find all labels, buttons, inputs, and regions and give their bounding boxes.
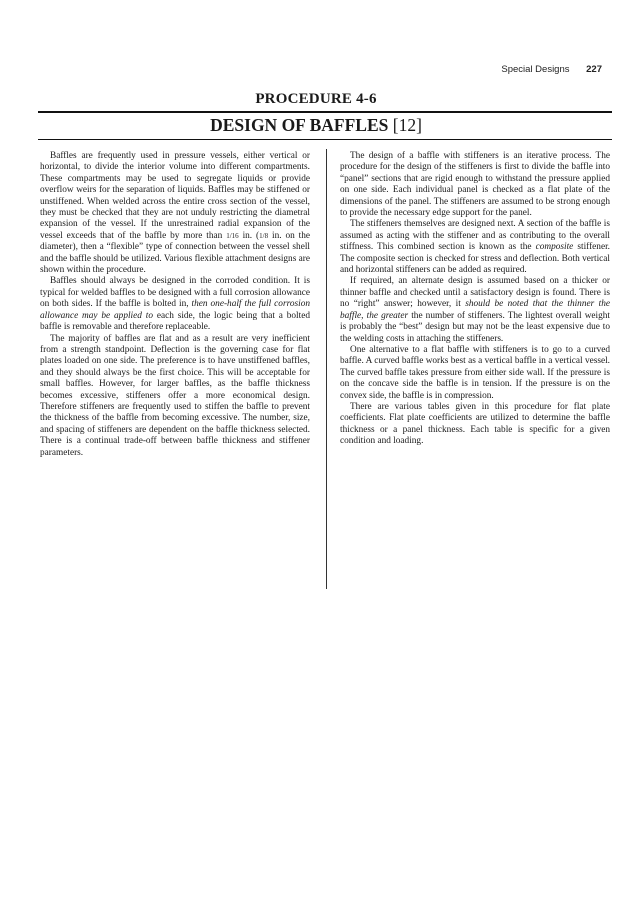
fraction-one-eighth: 1/8 <box>259 231 269 240</box>
emphasis-composite: composite <box>535 242 574 253</box>
main-title-reference: [12] <box>392 115 422 135</box>
right-paragraph-5: There are various tables given in this procedure for flat plate coefficients. Flat plate coefficients are utilized to determine the baffle thickness or a panel thickness. Each table is specific for a given condition and loading. <box>340 401 610 447</box>
emphasis-thinner-baffle: should be noted that the thinner the baffle, the greater <box>340 299 610 321</box>
right-paragraph-3: If required, an alternate design is assumed based on a thicker or thinner baffle and checked until a satisfactory design is found. There is no “right” answer; however, it should be noted that the thinner the baffle, the greater the number of stiffeners. The lightest overall weight is probably the “best” design but may not be the least expensive due to the welding costs in attaching the stiffeners. <box>340 276 611 344</box>
right-paragraph-1: The design of a baffle with stiffeners is an iterative process. The procedure for the design of the stiffeners is first to divide the baffle into “panel” sections that are rigid enough to withstand the pressure applied on one side. Each individual panel is checked as a flat plate of the dimensions of the panel. The stiffeners are assumed to be strong enough to provide the necessary edge support for the panel. <box>340 151 610 219</box>
main-title-text: DESIGN OF BAFFLES <box>210 115 389 135</box>
main-title <box>0 115 632 136</box>
left-column <box>40 151 310 459</box>
title-rule-thin <box>38 139 612 140</box>
left-paragraph-2: Baffles should always be designed in the corroded condition. It is typical for welded baffles to be designed with a full corrosion allowance on both sides. If the baffle is bolted in, then one-half the full corrosion allowance may be applied to each side, the logic being that a bolted baffle is removable and therefore replaceable. <box>40 276 310 333</box>
running-header-section: Special Designs <box>501 64 570 75</box>
right-paragraph-2: The stiffeners themselves are designed next. A section of the baffle is assumed as acting with the stiffener and as contributing to the overall stiffness. This combined section is known as the composite stiffener. The composite section is checked for stress and deflection. Both vertical and horizontal stiffeners can be added as required. <box>340 219 610 276</box>
procedure-title: PROCEDURE 4-6 <box>255 91 377 107</box>
left-paragraph-3: The majority of baffles are flat and as a result are very inefficient from a strength standpoint. Deflection is the governing case for flat plates loaded on one side. The preference is to have unstiffened baffles, and they should always be the first choice. This will be acceptable for small baffles. However, for larger baffles, as the baffle thickness becomes excessive, stiffeners offer a more economical design. Therefore stiffeners are frequently used to stiffen the baffle to prevent the thickness of the baffle from becoming excessive. The number, size, and spacing of stiffeners are dependent on the baffle thickness selected. There is a continual trade-off between baffle thickness and stiffener parameters. <box>40 333 310 458</box>
right-column <box>340 151 610 448</box>
left-paragraph-1: Baffles are frequently used in pressure vessels, either vertical or horizontal, to divide the interior volume into different compartments. These compartments may be used to segregate liquids or provide overflow weirs for the separation of liquids. Baffles may be stiffened or unstiffened. When welded across the entire cross section of the vessel, they must be checked that they are not unduly restricting the diametral expansion of the vessel. If the unrestrained radial expansion of the vessel exceeds that of the baffle by more than 1/16 in. (1/8 in. on the diameter), then a “flexible” type of connection between the vessel shell and the baffle should be utilized. Various flexible attachment designs are shown within the procedure. <box>40 151 311 276</box>
emphasis-corrosion-allowance: then one-half the full corrosion allowance may be applied to <box>40 299 310 321</box>
column-divider <box>326 149 327 589</box>
fraction-one-sixteenth: 1/16 <box>226 231 239 240</box>
running-header <box>501 64 602 75</box>
right-paragraph-4: One alternative to a flat baffle with stiffeners is to go to a curved baffle. A curved baffle works best as a vertical baffle in a vertical vessel. The curved baffle takes pressure from either side wall. If the pressure is on the concave side the baffle is in tension. If the pressure is on the convex side, the baffle is in compression. <box>340 344 610 401</box>
title-rule-thick <box>38 111 612 113</box>
page-number: 227 <box>586 64 602 75</box>
